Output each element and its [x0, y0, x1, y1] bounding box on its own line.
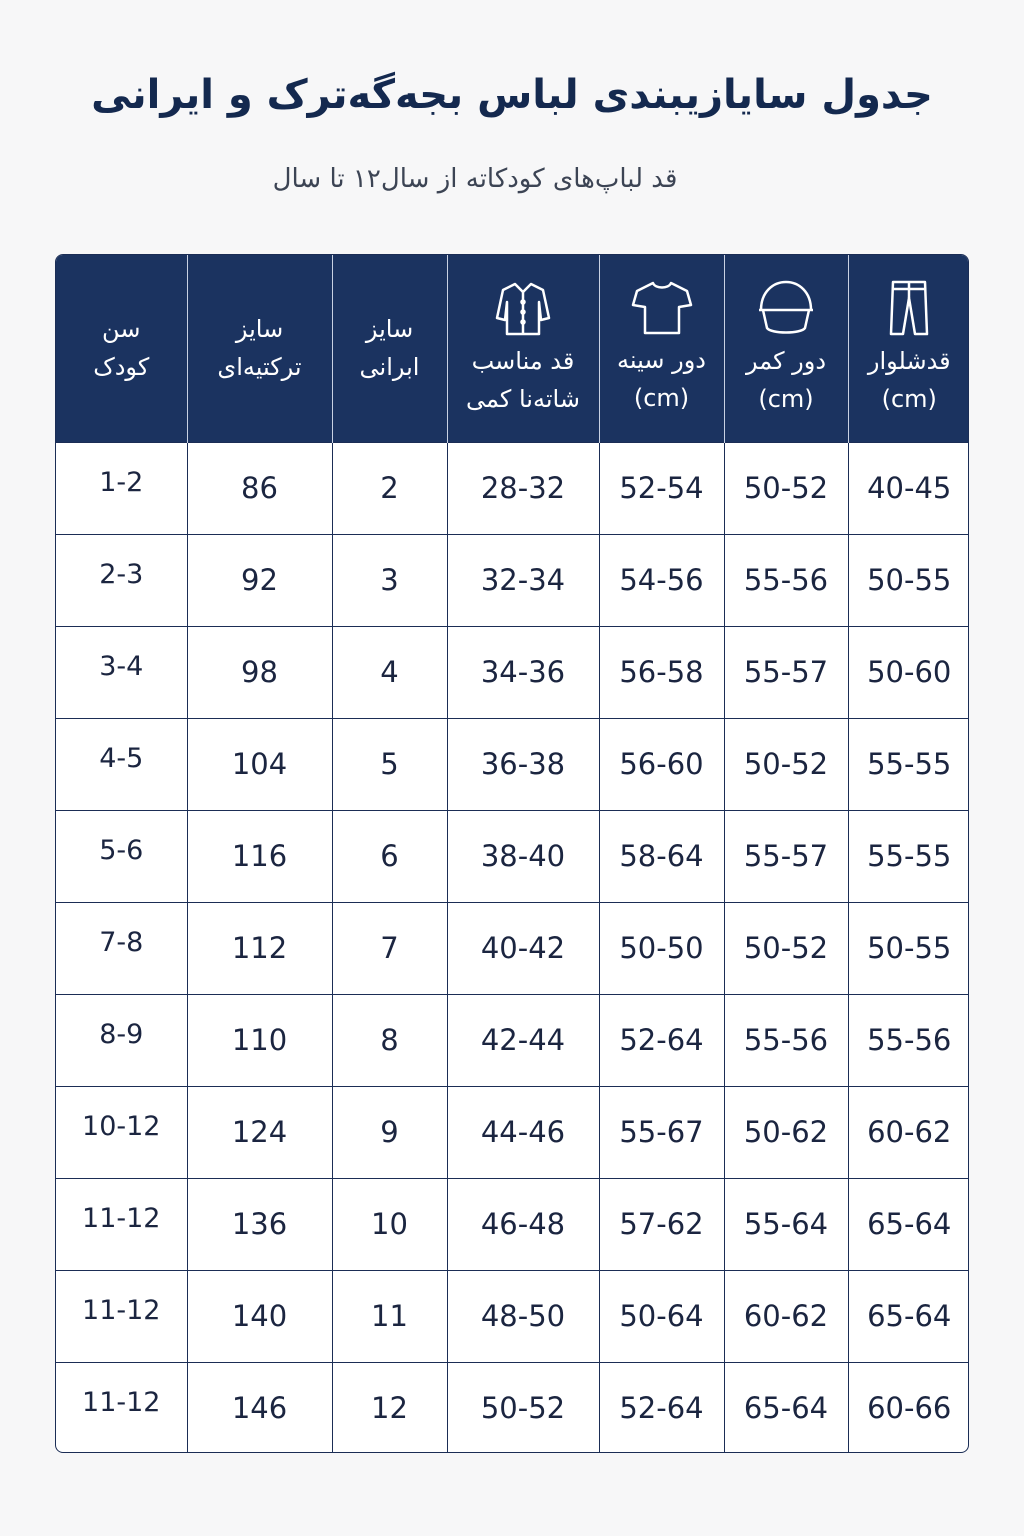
- cell-iranian-size: 10: [332, 1178, 447, 1270]
- table-row: [56, 534, 969, 626]
- cell-iranian-size: 12: [332, 1362, 447, 1453]
- cell-shirt-length: 28-32: [447, 442, 599, 534]
- cell-chest: 52-64: [599, 994, 724, 1086]
- cell-shirt-length: 32-34: [447, 534, 599, 626]
- table-row: [56, 1270, 969, 1362]
- table-row: [56, 810, 969, 902]
- cell-age: 11-12: [56, 1178, 187, 1270]
- cell-age: 5-6: [56, 810, 187, 902]
- cell-iranian-size: 9: [332, 1086, 447, 1178]
- table-row: [56, 1086, 969, 1178]
- table-row: [56, 902, 969, 994]
- cell-turkish-size: 104: [187, 718, 332, 810]
- cell-age: 4-5: [56, 718, 187, 810]
- cell-waist: 50-62: [724, 1086, 848, 1178]
- header-waist: دور کمر (cm): [724, 255, 848, 442]
- cell-pants-length: 40-45: [848, 442, 969, 534]
- cell-pants-length: 55-56: [848, 994, 969, 1086]
- header-chest: دور سینه (cm): [599, 255, 724, 442]
- header-iranian-size: سایز ابرانی: [332, 255, 447, 442]
- cell-chest: 54-56: [599, 534, 724, 626]
- cell-shirt-length: 50-52: [447, 1362, 599, 1453]
- cell-waist: 55-56: [724, 994, 848, 1086]
- cell-iranian-size: 8: [332, 994, 447, 1086]
- table-row: [56, 1178, 969, 1270]
- cell-iranian-size: 7: [332, 902, 447, 994]
- size-chart-table: [55, 254, 969, 1453]
- pants-icon: [887, 278, 931, 338]
- cell-turkish-size: 140: [187, 1270, 332, 1362]
- cell-waist: 55-57: [724, 626, 848, 718]
- table-row: [56, 442, 969, 534]
- cell-iranian-size: 11: [332, 1270, 447, 1362]
- cell-shirt-length: 40-42: [447, 902, 599, 994]
- cell-waist: 60-62: [724, 1270, 848, 1362]
- cell-chest: 50-64: [599, 1270, 724, 1362]
- cell-turkish-size: 136: [187, 1178, 332, 1270]
- table-row: [56, 718, 969, 810]
- cell-chest: 57-62: [599, 1178, 724, 1270]
- cell-pants-length: 55-55: [848, 810, 969, 902]
- cell-chest: 52-64: [599, 1362, 724, 1453]
- cell-turkish-size: 146: [187, 1362, 332, 1453]
- cell-turkish-size: 86: [187, 442, 332, 534]
- cell-pants-length: 65-64: [848, 1270, 969, 1362]
- cell-turkish-size: 112: [187, 902, 332, 994]
- cell-waist: 55-56: [724, 534, 848, 626]
- cell-age: 11-12: [56, 1270, 187, 1362]
- cell-age: 1-2: [56, 442, 187, 534]
- cell-age: 7-8: [56, 902, 187, 994]
- cell-iranian-size: 4: [332, 626, 447, 718]
- header-pants-length: قدشلوار (cm): [848, 255, 969, 442]
- cell-turkish-size: 92: [187, 534, 332, 626]
- cell-turkish-size: 98: [187, 626, 332, 718]
- table-header-row: [56, 255, 969, 442]
- cell-shirt-length: 44-46: [447, 1086, 599, 1178]
- cell-shirt-length: 42-44: [447, 994, 599, 1086]
- cell-waist: 50-52: [724, 718, 848, 810]
- cell-chest: 50-50: [599, 902, 724, 994]
- cell-shirt-length: 38-40: [447, 810, 599, 902]
- cell-age: 11-12: [56, 1362, 187, 1453]
- header-child-age: سن کودک: [56, 255, 187, 442]
- cell-chest: 58-64: [599, 810, 724, 902]
- cell-chest: 56-60: [599, 718, 724, 810]
- cell-shirt-length: 34-36: [447, 626, 599, 718]
- cell-age: 8-9: [56, 994, 187, 1086]
- cell-age: 3-4: [56, 626, 187, 718]
- cell-shirt-length: 48-50: [447, 1270, 599, 1362]
- cell-turkish-size: 110: [187, 994, 332, 1086]
- header-turkish-size: سایز ترکتیه‌ای: [187, 255, 332, 442]
- cell-shirt-length: 36-38: [447, 718, 599, 810]
- cell-waist: 55-64: [724, 1178, 848, 1270]
- table-row: [56, 1362, 969, 1453]
- cell-pants-length: 55-55: [848, 718, 969, 810]
- cell-waist: 50-52: [724, 902, 848, 994]
- cell-iranian-size: 2: [332, 442, 447, 534]
- cell-pants-length: 50-60: [848, 626, 969, 718]
- cell-pants-length: 50-55: [848, 902, 969, 994]
- cell-waist: 50-52: [724, 442, 848, 534]
- cell-shirt-length: 46-48: [447, 1178, 599, 1270]
- cell-pants-length: 50-55: [848, 534, 969, 626]
- cell-turkish-size: 124: [187, 1086, 332, 1178]
- cell-iranian-size: 6: [332, 810, 447, 902]
- cell-chest: 55-67: [599, 1086, 724, 1178]
- cell-waist: 55-57: [724, 810, 848, 902]
- waist-icon: [755, 278, 817, 338]
- cell-chest: 56-58: [599, 626, 724, 718]
- header-shirt-length: قد مناسب شاته‌نا کمی: [447, 255, 599, 442]
- cell-pants-length: 60-62: [848, 1086, 969, 1178]
- cell-iranian-size: 5: [332, 718, 447, 810]
- cell-age: 10-12: [56, 1086, 187, 1178]
- cell-age: 2-3: [56, 534, 187, 626]
- page-subtitle: قد لباپ‌های کودکاته از سال۱۲ تا سال: [272, 164, 678, 194]
- cell-waist: 65-64: [724, 1362, 848, 1453]
- cell-pants-length: 65-64: [848, 1178, 969, 1270]
- cell-iranian-size: 3: [332, 534, 447, 626]
- cell-chest: 52-54: [599, 442, 724, 534]
- cell-pants-length: 60-66: [848, 1362, 969, 1453]
- table-row: [56, 626, 969, 718]
- shirt-icon: [493, 278, 553, 338]
- tshirt-icon: [631, 279, 693, 337]
- table-row: [56, 994, 969, 1086]
- page-title: جدول سایازیبندی لباس بجه‌گه‌ترک و ایرانی: [91, 72, 933, 118]
- cell-turkish-size: 116: [187, 810, 332, 902]
